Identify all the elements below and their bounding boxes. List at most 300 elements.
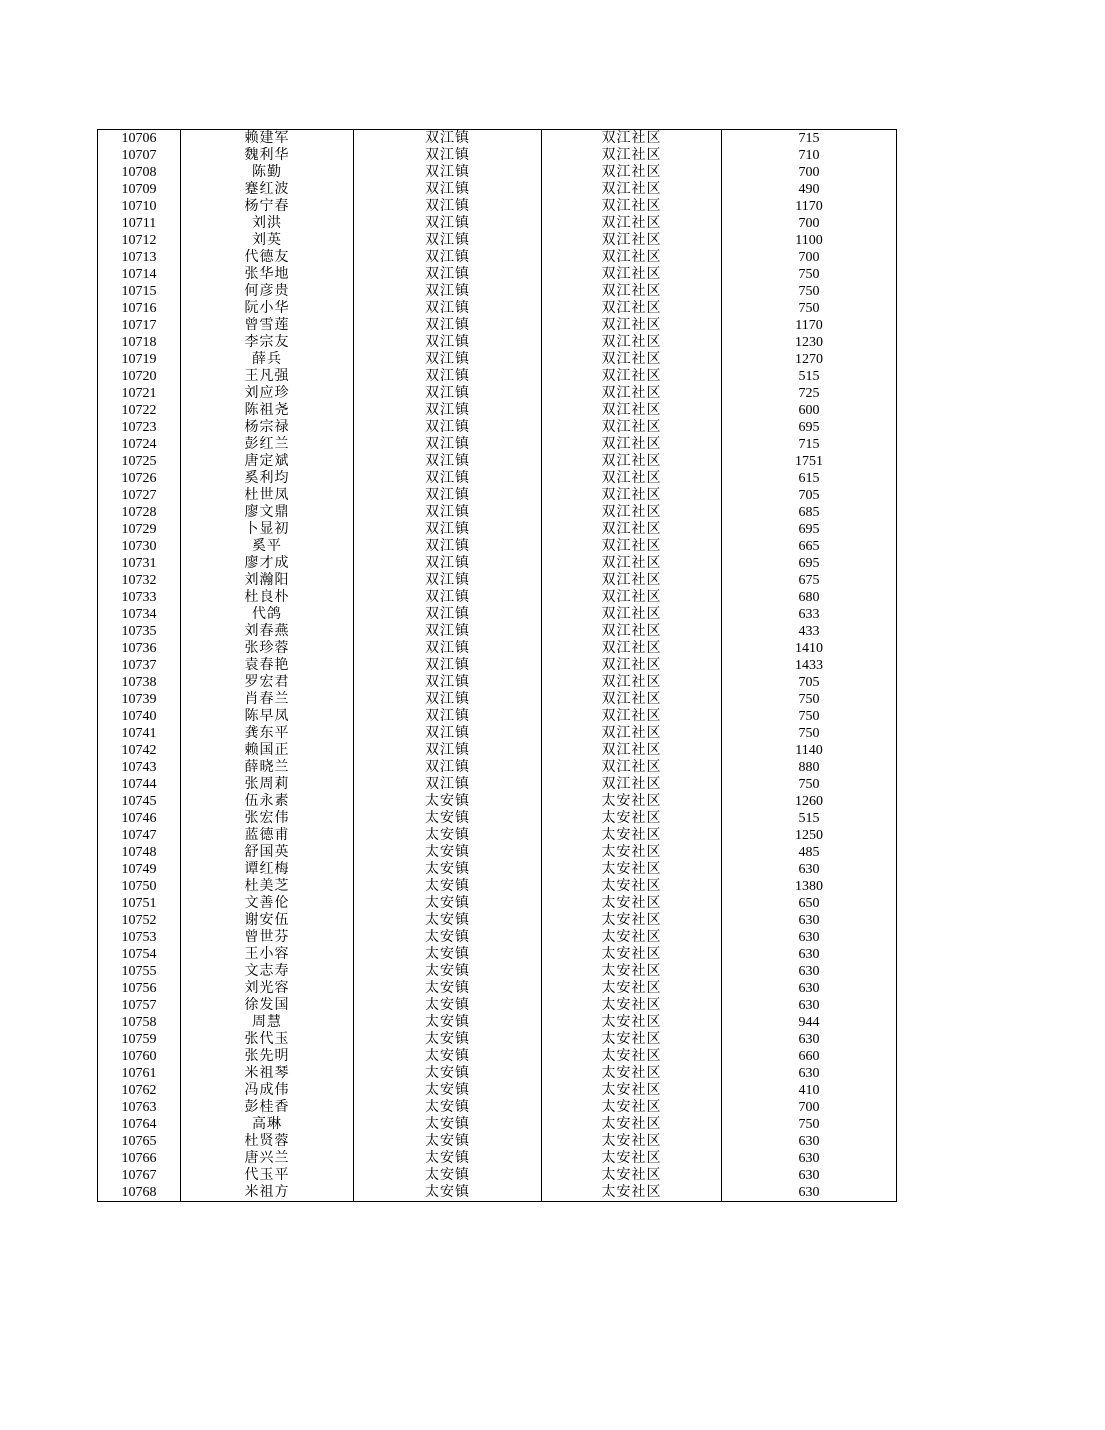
record-id-cell: 10709 — [98, 181, 181, 198]
record-id-cell: 10729 — [98, 521, 181, 538]
community-cell: 双江社区 — [542, 164, 722, 181]
town-cell: 双江镇 — [354, 249, 542, 266]
name-cell: 魏利华 — [181, 147, 354, 164]
table-row — [98, 164, 897, 181]
table-row — [98, 844, 897, 861]
table-row — [98, 674, 897, 691]
amount-cell: 630 — [722, 929, 897, 946]
table-row — [98, 130, 897, 148]
town-cell: 太安镇 — [354, 912, 542, 929]
amount-cell: 750 — [722, 708, 897, 725]
record-id-cell: 10713 — [98, 249, 181, 266]
record-id-cell: 10723 — [98, 419, 181, 436]
community-cell: 太安社区 — [542, 929, 722, 946]
town-cell: 双江镇 — [354, 487, 542, 504]
amount-cell: 680 — [722, 589, 897, 606]
name-cell: 徐发国 — [181, 997, 354, 1014]
name-cell: 刘英 — [181, 232, 354, 249]
amount-cell: 600 — [722, 402, 897, 419]
community-cell: 太安社区 — [542, 861, 722, 878]
name-cell: 奚平 — [181, 538, 354, 555]
table-row — [98, 1133, 897, 1150]
table-row — [98, 793, 897, 810]
town-cell: 双江镇 — [354, 147, 542, 164]
town-cell: 双江镇 — [354, 674, 542, 691]
town-cell: 太安镇 — [354, 793, 542, 810]
record-id-cell: 10718 — [98, 334, 181, 351]
name-cell: 张周莉 — [181, 776, 354, 793]
town-cell: 太安镇 — [354, 1150, 542, 1167]
record-id-cell: 10745 — [98, 793, 181, 810]
record-id-cell: 10762 — [98, 1082, 181, 1099]
name-cell: 蹇红波 — [181, 181, 354, 198]
town-cell: 太安镇 — [354, 1014, 542, 1031]
town-cell: 太安镇 — [354, 1099, 542, 1116]
record-id-cell: 10720 — [98, 368, 181, 385]
amount-cell: 630 — [722, 1150, 897, 1167]
table-row — [98, 929, 897, 946]
town-cell: 双江镇 — [354, 181, 542, 198]
name-cell: 伍永素 — [181, 793, 354, 810]
name-cell: 陈祖尧 — [181, 402, 354, 419]
amount-cell: 700 — [722, 1099, 897, 1116]
table-row — [98, 453, 897, 470]
table-row — [98, 334, 897, 351]
town-cell: 太安镇 — [354, 827, 542, 844]
record-id-cell: 10768 — [98, 1184, 181, 1202]
amount-cell: 1380 — [722, 878, 897, 895]
record-id-cell: 10706 — [98, 130, 181, 148]
table-row — [98, 640, 897, 657]
table-row — [98, 997, 897, 1014]
record-id-cell: 10716 — [98, 300, 181, 317]
town-cell: 太安镇 — [354, 946, 542, 963]
amount-cell: 1170 — [722, 317, 897, 334]
table-row — [98, 1116, 897, 1133]
name-cell: 赖建军 — [181, 130, 354, 148]
community-cell: 双江社区 — [542, 555, 722, 572]
table-row — [98, 572, 897, 589]
community-cell: 双江社区 — [542, 623, 722, 640]
record-id-cell: 10744 — [98, 776, 181, 793]
table-row — [98, 1150, 897, 1167]
town-cell: 太安镇 — [354, 997, 542, 1014]
record-id-cell: 10722 — [98, 402, 181, 419]
amount-cell: 660 — [722, 1048, 897, 1065]
town-cell: 双江镇 — [354, 606, 542, 623]
record-id-cell: 10726 — [98, 470, 181, 487]
name-cell: 廖才成 — [181, 555, 354, 572]
community-cell: 双江社区 — [542, 317, 722, 334]
table-row — [98, 946, 897, 963]
table-row — [98, 368, 897, 385]
name-cell: 杜良朴 — [181, 589, 354, 606]
town-cell: 双江镇 — [354, 283, 542, 300]
amount-cell: 715 — [722, 130, 897, 148]
community-cell: 太安社区 — [542, 1065, 722, 1082]
table-row — [98, 708, 897, 725]
town-cell: 太安镇 — [354, 1048, 542, 1065]
community-cell: 双江社区 — [542, 725, 722, 742]
table-row — [98, 555, 897, 572]
name-cell: 罗宏君 — [181, 674, 354, 691]
table-row — [98, 249, 897, 266]
town-cell: 双江镇 — [354, 402, 542, 419]
town-cell: 双江镇 — [354, 368, 542, 385]
town-cell: 双江镇 — [354, 470, 542, 487]
table-row — [98, 402, 897, 419]
community-cell: 双江社区 — [542, 487, 722, 504]
table-row — [98, 742, 897, 759]
community-cell: 双江社区 — [542, 572, 722, 589]
name-cell: 刘瀚阳 — [181, 572, 354, 589]
record-id-cell: 10761 — [98, 1065, 181, 1082]
town-cell: 太安镇 — [354, 1031, 542, 1048]
table-row — [98, 538, 897, 555]
amount-cell: 750 — [722, 300, 897, 317]
record-id-cell: 10755 — [98, 963, 181, 980]
community-cell: 双江社区 — [542, 657, 722, 674]
amount-cell: 665 — [722, 538, 897, 555]
amount-cell: 725 — [722, 385, 897, 402]
record-id-cell: 10754 — [98, 946, 181, 963]
record-id-cell: 10741 — [98, 725, 181, 742]
amount-cell: 1140 — [722, 742, 897, 759]
amount-cell: 410 — [722, 1082, 897, 1099]
table-row — [98, 1167, 897, 1184]
amount-cell: 944 — [722, 1014, 897, 1031]
amount-cell: 630 — [722, 1133, 897, 1150]
amount-cell: 630 — [722, 1184, 897, 1202]
community-cell: 双江社区 — [542, 521, 722, 538]
town-cell: 双江镇 — [354, 317, 542, 334]
name-cell: 廖文鼎 — [181, 504, 354, 521]
name-cell: 周慧 — [181, 1014, 354, 1031]
town-cell: 双江镇 — [354, 198, 542, 215]
community-cell: 双江社区 — [542, 776, 722, 793]
community-cell: 太安社区 — [542, 912, 722, 929]
record-id-cell: 10760 — [98, 1048, 181, 1065]
town-cell: 双江镇 — [354, 589, 542, 606]
amount-cell: 630 — [722, 963, 897, 980]
name-cell: 刘应珍 — [181, 385, 354, 402]
record-id-cell: 10758 — [98, 1014, 181, 1031]
town-cell: 双江镇 — [354, 453, 542, 470]
town-cell: 双江镇 — [354, 334, 542, 351]
town-cell: 太安镇 — [354, 861, 542, 878]
name-cell: 曾世芬 — [181, 929, 354, 946]
community-cell: 太安社区 — [542, 1082, 722, 1099]
town-cell: 双江镇 — [354, 776, 542, 793]
record-id-cell: 10728 — [98, 504, 181, 521]
record-id-cell: 10747 — [98, 827, 181, 844]
table-row — [98, 657, 897, 674]
town-cell: 双江镇 — [354, 759, 542, 776]
town-cell: 双江镇 — [354, 623, 542, 640]
amount-cell: 695 — [722, 521, 897, 538]
table-row — [98, 1031, 897, 1048]
amount-cell: 633 — [722, 606, 897, 623]
name-cell: 米祖琴 — [181, 1065, 354, 1082]
name-cell: 代鸽 — [181, 606, 354, 623]
record-id-cell: 10719 — [98, 351, 181, 368]
record-id-cell: 10733 — [98, 589, 181, 606]
community-cell: 太安社区 — [542, 878, 722, 895]
amount-cell: 1230 — [722, 334, 897, 351]
town-cell: 双江镇 — [354, 657, 542, 674]
community-cell: 太安社区 — [542, 1184, 722, 1202]
town-cell: 太安镇 — [354, 844, 542, 861]
name-cell: 刘光容 — [181, 980, 354, 997]
record-id-cell: 10734 — [98, 606, 181, 623]
town-cell: 双江镇 — [354, 725, 542, 742]
amount-cell: 695 — [722, 555, 897, 572]
name-cell: 张先明 — [181, 1048, 354, 1065]
record-id-cell: 10746 — [98, 810, 181, 827]
name-cell: 杜世凤 — [181, 487, 354, 504]
town-cell: 双江镇 — [354, 300, 542, 317]
name-cell: 彭红兰 — [181, 436, 354, 453]
community-cell: 双江社区 — [542, 606, 722, 623]
community-cell: 太安社区 — [542, 1031, 722, 1048]
name-cell: 何彦贵 — [181, 283, 354, 300]
name-cell: 张宏伟 — [181, 810, 354, 827]
amount-cell: 1270 — [722, 351, 897, 368]
amount-cell: 695 — [722, 419, 897, 436]
community-cell: 双江社区 — [542, 249, 722, 266]
community-cell: 双江社区 — [542, 674, 722, 691]
community-cell: 太安社区 — [542, 1014, 722, 1031]
table-row — [98, 436, 897, 453]
name-cell: 杨宗禄 — [181, 419, 354, 436]
town-cell: 双江镇 — [354, 266, 542, 283]
table-row — [98, 691, 897, 708]
community-cell: 双江社区 — [542, 130, 722, 148]
name-cell: 冯成伟 — [181, 1082, 354, 1099]
community-cell: 太安社区 — [542, 895, 722, 912]
community-cell: 双江社区 — [542, 470, 722, 487]
community-cell: 双江社区 — [542, 419, 722, 436]
amount-cell: 630 — [722, 861, 897, 878]
table-row — [98, 470, 897, 487]
community-cell: 双江社区 — [542, 266, 722, 283]
table-row — [98, 351, 897, 368]
name-cell: 王小容 — [181, 946, 354, 963]
record-id-cell: 10742 — [98, 742, 181, 759]
town-cell: 太安镇 — [354, 1133, 542, 1150]
name-cell: 刘春燕 — [181, 623, 354, 640]
community-cell: 太安社区 — [542, 1167, 722, 1184]
community-cell: 双江社区 — [542, 759, 722, 776]
table-row — [98, 317, 897, 334]
name-cell: 卜显初 — [181, 521, 354, 538]
amount-cell: 630 — [722, 912, 897, 929]
amount-cell: 750 — [722, 691, 897, 708]
name-cell: 彭桂香 — [181, 1099, 354, 1116]
record-id-cell: 10750 — [98, 878, 181, 895]
amount-cell: 1100 — [722, 232, 897, 249]
name-cell: 肖春兰 — [181, 691, 354, 708]
name-cell: 王凡强 — [181, 368, 354, 385]
amount-cell: 1410 — [722, 640, 897, 657]
table-row — [98, 895, 897, 912]
community-cell: 太安社区 — [542, 1133, 722, 1150]
table-row — [98, 283, 897, 300]
record-id-cell: 10743 — [98, 759, 181, 776]
name-cell: 张珍蓉 — [181, 640, 354, 657]
table-row — [98, 198, 897, 215]
table-row — [98, 147, 897, 164]
table-row — [98, 521, 897, 538]
table-row — [98, 232, 897, 249]
name-cell: 杜美芝 — [181, 878, 354, 895]
table-row — [98, 980, 897, 997]
community-cell: 太安社区 — [542, 844, 722, 861]
amount-cell: 750 — [722, 266, 897, 283]
name-cell: 袁春艳 — [181, 657, 354, 674]
table-row — [98, 623, 897, 640]
name-cell: 谭红梅 — [181, 861, 354, 878]
record-id-cell: 10763 — [98, 1099, 181, 1116]
amount-cell: 615 — [722, 470, 897, 487]
community-cell: 双江社区 — [542, 147, 722, 164]
record-id-cell: 10724 — [98, 436, 181, 453]
amount-cell: 630 — [722, 1167, 897, 1184]
record-id-cell: 10759 — [98, 1031, 181, 1048]
name-cell: 薛兵 — [181, 351, 354, 368]
record-id-cell: 10732 — [98, 572, 181, 589]
name-cell: 文志寿 — [181, 963, 354, 980]
name-cell: 龚东平 — [181, 725, 354, 742]
record-id-cell: 10740 — [98, 708, 181, 725]
name-cell: 张华地 — [181, 266, 354, 283]
community-cell: 双江社区 — [542, 453, 722, 470]
data-table — [97, 129, 897, 1202]
community-cell: 太安社区 — [542, 1048, 722, 1065]
record-id-cell: 10725 — [98, 453, 181, 470]
amount-cell: 630 — [722, 980, 897, 997]
community-cell: 双江社区 — [542, 640, 722, 657]
community-cell: 双江社区 — [542, 385, 722, 402]
amount-cell: 750 — [722, 776, 897, 793]
community-cell: 双江社区 — [542, 504, 722, 521]
name-cell: 薛晓兰 — [181, 759, 354, 776]
town-cell: 双江镇 — [354, 504, 542, 521]
table-row — [98, 419, 897, 436]
community-cell: 太安社区 — [542, 827, 722, 844]
town-cell: 双江镇 — [354, 215, 542, 232]
record-id-cell: 10766 — [98, 1150, 181, 1167]
table-row — [98, 963, 897, 980]
table-row — [98, 487, 897, 504]
town-cell: 太安镇 — [354, 1184, 542, 1202]
table-row — [98, 1065, 897, 1082]
name-cell: 刘洪 — [181, 215, 354, 232]
town-cell: 双江镇 — [354, 130, 542, 148]
record-id-cell: 10708 — [98, 164, 181, 181]
amount-cell: 490 — [722, 181, 897, 198]
table-row — [98, 266, 897, 283]
record-id-cell: 10730 — [98, 538, 181, 555]
amount-cell: 1170 — [722, 198, 897, 215]
town-cell: 太安镇 — [354, 1082, 542, 1099]
community-cell: 双江社区 — [542, 538, 722, 555]
amount-cell: 700 — [722, 164, 897, 181]
community-cell: 双江社区 — [542, 300, 722, 317]
town-cell: 太安镇 — [354, 895, 542, 912]
record-id-cell: 10715 — [98, 283, 181, 300]
town-cell: 双江镇 — [354, 572, 542, 589]
community-cell: 太安社区 — [542, 980, 722, 997]
name-cell: 阮小华 — [181, 300, 354, 317]
record-id-cell: 10737 — [98, 657, 181, 674]
record-id-cell: 10738 — [98, 674, 181, 691]
table-row — [98, 504, 897, 521]
name-cell: 陈早凤 — [181, 708, 354, 725]
record-id-cell: 10721 — [98, 385, 181, 402]
community-cell: 双江社区 — [542, 742, 722, 759]
community-cell: 太安社区 — [542, 1150, 722, 1167]
community-cell: 双江社区 — [542, 368, 722, 385]
town-cell: 太安镇 — [354, 929, 542, 946]
table-row — [98, 725, 897, 742]
table-row — [98, 759, 897, 776]
table-row — [98, 1082, 897, 1099]
table-row — [98, 810, 897, 827]
table-row — [98, 1014, 897, 1031]
amount-cell: 1260 — [722, 793, 897, 810]
community-cell: 双江社区 — [542, 215, 722, 232]
amount-cell: 710 — [722, 147, 897, 164]
name-cell: 高琳 — [181, 1116, 354, 1133]
record-id-cell: 10739 — [98, 691, 181, 708]
community-cell: 双江社区 — [542, 334, 722, 351]
record-id-cell: 10748 — [98, 844, 181, 861]
record-id-cell: 10767 — [98, 1167, 181, 1184]
record-id-cell: 10752 — [98, 912, 181, 929]
record-id-cell: 10731 — [98, 555, 181, 572]
amount-cell: 880 — [722, 759, 897, 776]
table-row — [98, 861, 897, 878]
amount-cell: 700 — [722, 215, 897, 232]
record-id-cell: 10727 — [98, 487, 181, 504]
community-cell: 双江社区 — [542, 708, 722, 725]
record-id-cell: 10753 — [98, 929, 181, 946]
record-id-cell: 10765 — [98, 1133, 181, 1150]
town-cell: 双江镇 — [354, 419, 542, 436]
amount-cell: 700 — [722, 249, 897, 266]
record-id-cell: 10736 — [98, 640, 181, 657]
record-id-cell: 10751 — [98, 895, 181, 912]
record-id-cell: 10717 — [98, 317, 181, 334]
amount-cell: 705 — [722, 674, 897, 691]
table-row — [98, 300, 897, 317]
name-cell: 唐定斌 — [181, 453, 354, 470]
amount-cell: 630 — [722, 1065, 897, 1082]
amount-cell: 1433 — [722, 657, 897, 674]
amount-cell: 715 — [722, 436, 897, 453]
community-cell: 双江社区 — [542, 283, 722, 300]
amount-cell: 515 — [722, 368, 897, 385]
table-row — [98, 1184, 897, 1202]
amount-cell: 685 — [722, 504, 897, 521]
amount-cell: 485 — [722, 844, 897, 861]
community-cell: 双江社区 — [542, 402, 722, 419]
community-cell: 太安社区 — [542, 997, 722, 1014]
name-cell: 代玉平 — [181, 1167, 354, 1184]
amount-cell: 630 — [722, 997, 897, 1014]
amount-cell: 675 — [722, 572, 897, 589]
